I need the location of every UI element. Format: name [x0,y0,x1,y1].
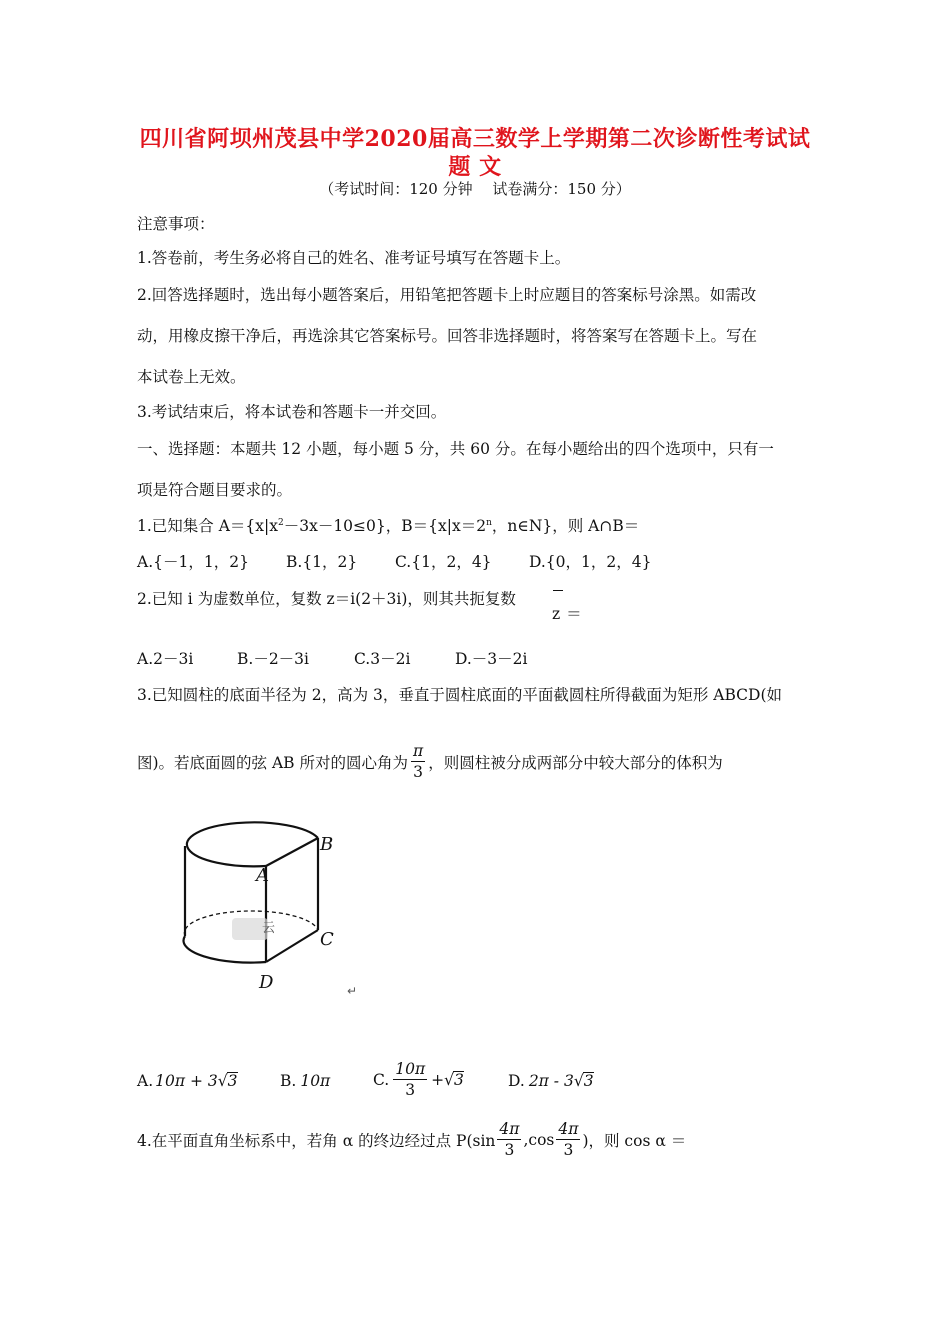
question-2-option-b: B.－2－3i [237,650,309,668]
question-2-option-a: A.2－3i [137,650,194,668]
fraction-pi-over-3: $\frac{\pi}{3}$ [413,741,424,781]
question-2-stem: 2.已知 i 为虚数单位，复数 z＝i(2＋3i)，则其共扼复数 [137,590,516,608]
notice-item-2-line1: 2.回答选择题时，选出每小题答案后，用铅笔把答题卡上时应题目的答案标号涂黑。如需改 [137,286,757,304]
question-3-line1: 3.已知圆柱的底面半径为 2，高为 3，垂直于圆柱底面的平面截圆柱所得截面为矩形 ABCD(如 [137,686,783,704]
cylinder-figure [170,808,370,998]
label-b: B [320,834,334,855]
question-1-option-b: B.{1，2} [286,553,358,571]
exam-info: （考试时间：120 分钟 试卷满分：150 分） [319,180,631,198]
question-1-option-c: C.{1，2，4} [395,553,492,571]
notice-item-2-line2: 动，用橡皮擦干净后，再选涂其它答案标号。回答非选择题时，将答案写在答题卡上。写在 [137,327,758,345]
notice-heading: 注意事项： [137,215,215,233]
watermark-text: 云 [262,921,276,936]
question-1-stem: 1.已知集合 $A=\{x|x^2-3x-10\le 0\}$，$B=\{x|x=2^n$，n∈N}，则 A∩B＝ [137,517,640,535]
question-2-zbar: z ＝ [552,605,582,623]
label-c: C [320,929,334,950]
page-title-line1: 四川省阿坝州茂县中学2020届高三数学上学期第二次诊断性考试试 [139,126,811,152]
question-2-option-c: C.3－2i [354,650,411,668]
notice-item-1: 1.答卷前，考生务必将自己的姓名、准考证号填写在答题卡上。 [137,249,571,267]
conjugate-bar [553,590,563,591]
question-3-option-c: C. $\frac{10\pi}{3}$ + √ 3 [373,1059,464,1099]
question-1-option-a: A.{－1，1，2} [137,553,249,571]
question-3-line2: 图)。若底面圆的弦 AB 所对的圆心角为 $\frac{\pi}{3}$ ，则圆柱被分成两部分中较大部分的体积为 [137,741,723,781]
question-1-option-d: D.{0，1，2，4} [529,553,652,571]
question-3-option-d: D. 2π - 3 √ 3 [508,1071,594,1090]
question-4-stem: 4.在平面直角坐标系中，若角 α 的终边经过点 P(sin $\frac{4\pi}{3}$ ,cos $\frac{4\pi}{3}$ )，则 cos α ＝ [137,1119,687,1159]
label-a: A [256,865,269,886]
question-2-option-d: D.－3－2i [455,650,528,668]
cylinder-diagram [170,808,370,998]
question-3-option-b: B. 10π [280,1072,331,1090]
notice-item-3: 3.考试结束后，将本试卷和答题卡一并交回。 [137,403,447,421]
section-header-line2: 项是符合题目要求的。 [137,481,293,499]
section-header-line1: 一、选择题：本题共 12 小题，每小题 5 分，共 60 分。在每小题给出的四个选项中，只有一 [137,440,774,458]
return-mark: ↵ [347,984,358,998]
question-3-option-a: A. 10π + 3 √ 3 [137,1071,238,1090]
notice-item-2-line3: 本试卷上无效。 [137,368,246,386]
page-title-line2: 题 文 [448,154,502,180]
label-d: D [259,972,274,993]
